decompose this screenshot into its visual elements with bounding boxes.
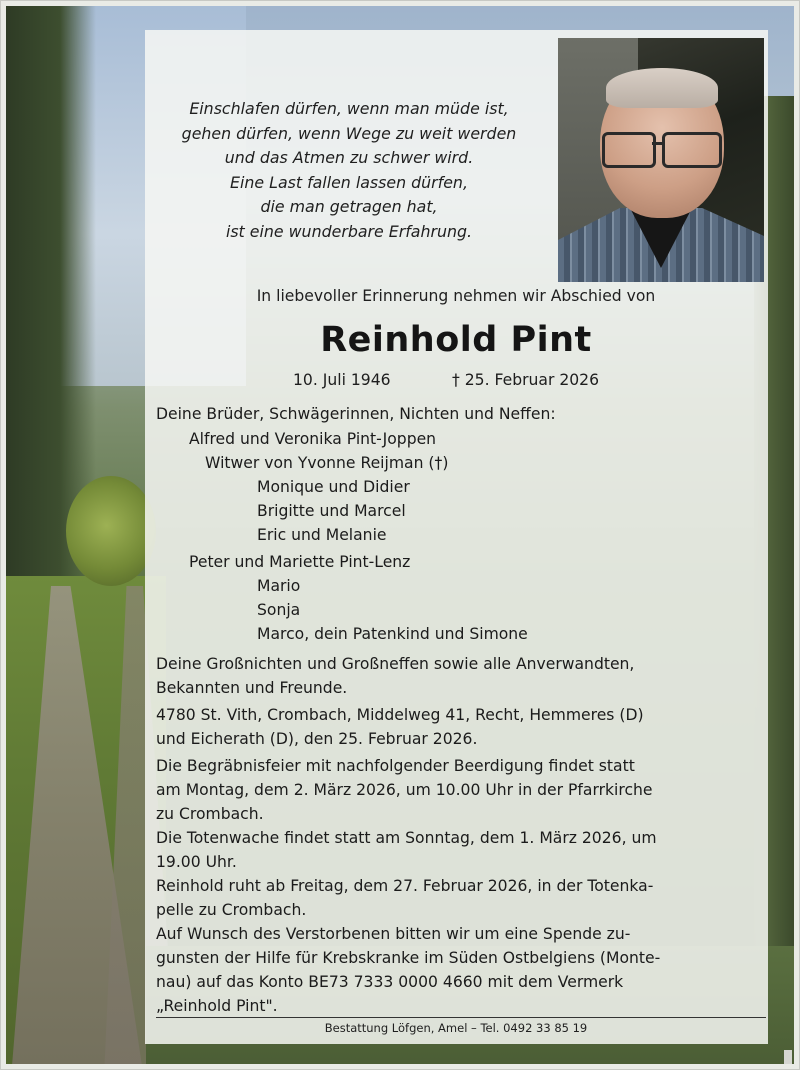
poem-line: die man getragen hat, [260,197,438,217]
text-line: Deine Großnichten und Großneffen sowie alle Anverwandten, [156,655,635,673]
poem-line: Eine Last fallen lassen dürfen, [230,172,468,192]
text-line: 4780 St. Vith, Crombach, Middelweg 41, Recht, Hemmeres (D) [156,706,644,724]
death-date: † 25. Februar 2026 [452,371,600,389]
text-line: zu Crombach. [156,805,264,823]
family-member: Brigitte und Marcel [257,502,406,520]
text-line: am Montag, dem 2. März 2026, um 10.00 Uhr in der Pfarrkirche [156,781,653,799]
intro-line: In liebevoller Erinnerung nehmen wir Abschied von [256,287,656,305]
poem-line: gehen dürfen, wenn Wege zu weit werden [181,123,517,143]
funeral-home-footer: Bestattung Löfgen, Amel – Tel. 0492 33 85 19 [324,1021,588,1035]
text-line: gunsten der Hilfe für Krebskranke im Süden Ostbelgiens (Monte- [156,949,661,967]
poem-line: ist eine wunderbare Erfahrung. [225,221,473,241]
family-heading: Deine Brüder, Schwägerinnen, Nichten und Neffen: [156,405,556,423]
family-member: Marco, dein Patenkind und Simone [257,625,528,643]
family-member: Eric und Melanie [257,526,387,544]
family-member: Peter und Mariette Pint-Lenz [189,553,411,571]
family-member: Witwer von Yvonne Reijman (†) [205,454,449,472]
text-line: und Eicherath (D), den 25. Februar 2026. [156,730,478,748]
poem-line: Einschlafen dürfen, wenn man müde ist, [189,99,509,118]
text-line: Auf Wunsch des Verstorbenen bitten wir um eine Spende zu- [156,925,631,943]
family-member: Mario [257,577,301,595]
family-member: Sonja [257,601,301,619]
text-line: 19.00 Uhr. [156,853,237,871]
deceased-name: Reinhold Pint [320,320,592,360]
text-line: Bekannten und Freunde. [156,679,348,697]
credit-mark [784,1050,792,1064]
family-member: Monique und Didier [257,478,410,496]
text-line: Reinhold ruht ab Freitag, dem 27. Februar 2026, in der Totenka- [156,877,654,895]
birth-date: 10. Juli 1946 [293,371,391,389]
footer-divider [156,1017,766,1018]
family-member: Alfred und Veronika Pint-Joppen [189,430,437,448]
portrait-photo [558,38,764,282]
text-line: Die Begräbnisfeier mit nachfolgender Beerdigung findet statt [156,757,635,775]
text-line: Die Totenwache findet statt am Sonntag, dem 1. März 2026, um [156,829,657,847]
text-line: „Reinhold Pint". [156,997,278,1015]
poem [150,97,548,245]
text-line: pelle zu Crombach. [156,901,307,919]
poem-line: und das Atmen zu schwer wird. [224,148,474,168]
text-line: nau) auf das Konto BE73 7333 0000 4660 mit dem Vermerk [156,973,624,991]
